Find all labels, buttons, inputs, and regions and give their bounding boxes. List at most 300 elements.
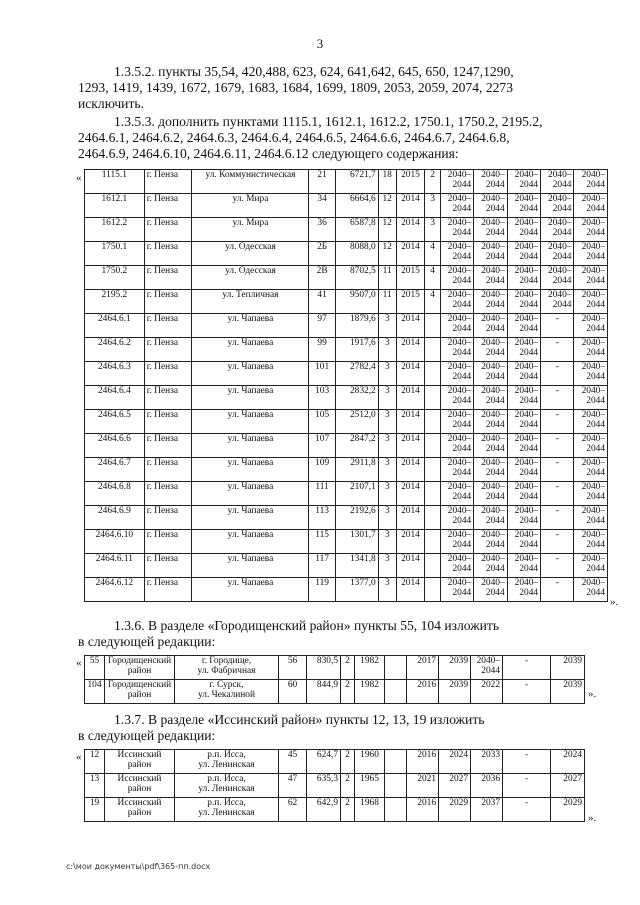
period-start: 2040– <box>514 410 539 420</box>
table-row <box>85 314 608 338</box>
cell-period <box>541 218 574 242</box>
cell-c1: 3 <box>378 506 396 530</box>
period-end: 2044 <box>485 516 505 526</box>
cell-c1: 3 <box>378 482 396 506</box>
period-dash: - <box>555 554 559 564</box>
cell-v5: 2024 <box>551 750 585 774</box>
cell-period <box>474 314 507 338</box>
cell-period <box>574 194 608 218</box>
cell-period <box>541 338 574 362</box>
cell-period <box>507 482 540 506</box>
address-line: р.п. Исса, <box>207 798 246 808</box>
cell-period <box>440 362 473 386</box>
cell-c2: 4 <box>425 266 441 290</box>
cell-period <box>541 434 574 458</box>
period-end: 2044 <box>485 540 505 550</box>
period-end: 2044 <box>519 516 539 526</box>
period-start: 2040– <box>481 290 505 300</box>
period-end: 2044 <box>452 252 472 262</box>
table-row <box>85 458 608 482</box>
quote-close-mark: ». <box>588 688 597 700</box>
table-row <box>85 774 585 798</box>
cell-period <box>474 218 507 242</box>
period-start: 2040– <box>447 530 472 540</box>
period-start: 2040– <box>447 338 472 348</box>
cell-c2: 4 <box>425 290 441 314</box>
cell-v1: 2016 <box>407 680 439 704</box>
table-row <box>85 578 608 602</box>
cell-c2 <box>425 386 441 410</box>
period-start: 2040– <box>481 482 505 492</box>
table-row <box>85 218 608 242</box>
cell-c1: 3 <box>378 410 396 434</box>
cell-period <box>440 242 473 266</box>
period-end: 2044 <box>586 564 605 574</box>
cell-v3 <box>471 750 503 774</box>
cell-period <box>474 242 507 266</box>
cell-street: ул. Чапаева <box>192 314 309 338</box>
cell-year: 2014 <box>396 554 425 578</box>
cell-period <box>541 266 574 290</box>
period-start: 2040– <box>581 458 605 468</box>
cell-num: 104 <box>85 680 105 704</box>
cell-period <box>574 218 608 242</box>
period-end: 2044 <box>586 420 605 430</box>
table-issinsky <box>84 749 585 822</box>
cell-period <box>541 554 574 578</box>
cell-v3 <box>471 798 503 822</box>
cell-street: ул. Мира <box>192 218 309 242</box>
cell-num: 2464.6.3 <box>85 362 145 386</box>
period-start: 2040– <box>514 170 539 180</box>
cell-v4: - <box>503 680 551 704</box>
cell-house: 97 <box>309 314 335 338</box>
cell-period <box>574 482 608 506</box>
period-end: 2044 <box>452 180 472 190</box>
table-row <box>85 750 585 774</box>
cell-year: 2014 <box>396 314 425 338</box>
cell-v1: 2016 <box>407 798 439 822</box>
cell-city: г. Пенза <box>144 410 192 434</box>
period-start: 2040– <box>447 578 472 588</box>
cell-house: 113 <box>309 506 335 530</box>
cell-address <box>175 774 279 798</box>
cell-period <box>507 530 540 554</box>
cell-c1: 3 <box>378 362 396 386</box>
period-start: 2040– <box>581 218 605 228</box>
cell-area: 2107,1 <box>335 482 378 506</box>
cell-v5: 2039 <box>551 680 585 704</box>
period-start: 2040– <box>514 530 539 540</box>
paragraph-line: 1.3.7. В разделе «Иссинский район» пункты 12, 13, 19 изложить <box>114 712 485 727</box>
cell-period <box>440 434 473 458</box>
cell-year: 2014 <box>396 362 425 386</box>
address-line: г. Сурск, <box>209 680 244 690</box>
cell-area: 635,3 <box>307 774 341 798</box>
cell-street: ул. Чапаева <box>192 434 309 458</box>
period-end: 2044 <box>552 300 572 310</box>
table-row <box>85 386 608 410</box>
cell-address <box>175 680 279 704</box>
cell-year: 2014 <box>396 194 425 218</box>
cell-house: 47 <box>279 774 307 798</box>
period-end: 2044 <box>586 540 605 550</box>
cell-period <box>541 482 574 506</box>
period-start: 2040– <box>514 338 539 348</box>
cell-v2: 2039 <box>439 656 471 680</box>
cell-city: г. Пенза <box>144 314 192 338</box>
cell-area: 1301,7 <box>335 530 378 554</box>
table-row <box>85 410 608 434</box>
paragraph-line: исключить. <box>78 95 144 111</box>
cell-period <box>474 362 507 386</box>
period-dash: - <box>555 410 559 420</box>
period-start: 2036 <box>481 774 500 784</box>
cell-area: 2782,4 <box>335 362 378 386</box>
period-dash: - <box>555 578 559 588</box>
period-start: 2040– <box>447 218 472 228</box>
address-line: ул. Ленинская <box>198 784 255 794</box>
rayon-line: Городищенский <box>107 680 172 690</box>
cell-period <box>507 242 540 266</box>
cell-house: 62 <box>279 798 307 822</box>
cell-c2 <box>425 482 441 506</box>
period-start: 2040– <box>548 266 572 276</box>
cell-c2 <box>425 434 441 458</box>
cell-year: 1968 <box>355 798 385 822</box>
quote-close-mark: ». <box>610 596 619 608</box>
cell-area: 6587,8 <box>335 218 378 242</box>
period-start: 2040– <box>514 194 539 204</box>
period-start: 2040– <box>447 458 472 468</box>
table-row <box>85 242 608 266</box>
cell-year: 1965 <box>355 774 385 798</box>
cell-period <box>574 338 608 362</box>
cell-address <box>175 798 279 822</box>
paragraph-line: в следующей редакции: <box>78 633 216 649</box>
cell-period <box>474 458 507 482</box>
period-start: 2040– <box>548 194 572 204</box>
cell-area: 9507,0 <box>335 290 378 314</box>
rayon-line: район <box>127 784 152 794</box>
period-dash: - <box>555 530 559 540</box>
cell-house: 45 <box>279 750 307 774</box>
address-line: ул. Ленинская <box>198 808 255 818</box>
cell-house: 115 <box>309 530 335 554</box>
cell-period <box>440 578 473 602</box>
cell-period <box>440 266 473 290</box>
period-end: 2044 <box>586 492 605 502</box>
cell-e <box>385 680 407 704</box>
cell-period <box>541 170 574 194</box>
cell-city: г. Пенза <box>144 362 192 386</box>
table-additions <box>84 169 608 602</box>
rayon-line: Иссинский <box>117 750 162 760</box>
cell-c2 <box>425 314 441 338</box>
period-end: 2044 <box>552 180 572 190</box>
cell-e <box>385 656 407 680</box>
period-start: 2040– <box>481 362 505 372</box>
address-line: ул. Ленинская <box>198 760 255 770</box>
period-start: 2040– <box>581 506 605 516</box>
period-dash: - <box>555 482 559 492</box>
cell-e <box>385 798 407 822</box>
cell-rayon <box>105 680 175 704</box>
period-start: 2040– <box>514 266 539 276</box>
period-start: 2040– <box>581 194 605 204</box>
period-start: 2040– <box>447 554 472 564</box>
period-start: 2040– <box>514 434 539 444</box>
cell-period <box>474 554 507 578</box>
period-start: 2040– <box>481 410 505 420</box>
period-start: 2040– <box>581 290 605 300</box>
cell-address <box>175 656 279 680</box>
cell-c2 <box>425 458 441 482</box>
cell-c1: 12 <box>378 242 396 266</box>
period-start: 2040– <box>481 338 505 348</box>
cell-year: 2014 <box>396 218 425 242</box>
period-end: 2044 <box>552 276 572 286</box>
period-end: 2044 <box>485 588 505 598</box>
cell-house: 34 <box>309 194 335 218</box>
cell-area: 6721,7 <box>335 170 378 194</box>
cell-area: 1341,8 <box>335 554 378 578</box>
cell-house: 56 <box>279 656 307 680</box>
cell-street: ул. Мира <box>192 194 309 218</box>
period-start: 2040– <box>447 386 472 396</box>
cell-v2: 2024 <box>439 750 471 774</box>
period-end: 2044 <box>485 228 505 238</box>
period-start: 2040– <box>548 290 572 300</box>
cell-house: 41 <box>309 290 335 314</box>
cell-house: 101 <box>309 362 335 386</box>
period-start: 2040– <box>481 242 505 252</box>
cell-period <box>474 386 507 410</box>
cell-v4: - <box>503 798 551 822</box>
period-end: 2044 <box>485 420 505 430</box>
cell-area: 8702,5 <box>335 266 378 290</box>
table-row <box>85 482 608 506</box>
period-end: 2044 <box>586 468 605 478</box>
cell-c1: 2 <box>341 798 355 822</box>
period-start: 2040– <box>447 314 472 324</box>
cell-period <box>574 290 608 314</box>
cell-c1: 2 <box>341 680 355 704</box>
cell-c1: 3 <box>378 314 396 338</box>
cell-c1: 2 <box>341 656 355 680</box>
cell-period <box>474 266 507 290</box>
address-line: р.п. Исса, <box>207 750 246 760</box>
cell-num: 2464.6.1 <box>85 314 145 338</box>
cell-period <box>440 194 473 218</box>
rayon-line: Городищенский <box>107 656 172 666</box>
period-start: 2040– <box>481 266 505 276</box>
cell-period <box>507 362 540 386</box>
cell-c1: 3 <box>378 578 396 602</box>
cell-street: ул. Чапаева <box>192 362 309 386</box>
table-row <box>85 680 585 704</box>
cell-area: 2911,8 <box>335 458 378 482</box>
cell-c2: 4 <box>425 242 441 266</box>
period-dash: - <box>555 314 559 324</box>
period-start: 2040– <box>514 242 539 252</box>
period-end: 2044 <box>452 444 472 454</box>
period-start: 2040– <box>481 218 505 228</box>
cell-v3 <box>471 680 503 704</box>
cell-street: ул. Чапаева <box>192 578 309 602</box>
period-dash: - <box>555 386 559 396</box>
period-end: 2044 <box>452 468 472 478</box>
cell-city: г. Пенза <box>144 386 192 410</box>
cell-period <box>541 530 574 554</box>
period-start: 2040– <box>514 506 539 516</box>
period-start: 2040– <box>447 506 472 516</box>
cell-c1: 3 <box>378 530 396 554</box>
period-start: 2040– <box>548 242 572 252</box>
cell-city: г. Пенза <box>144 578 192 602</box>
rayon-line: район <box>127 666 152 676</box>
cell-period <box>440 506 473 530</box>
period-start: 2040– <box>447 194 472 204</box>
cell-c2 <box>425 362 441 386</box>
period-start: 2040– <box>447 266 472 276</box>
address-line: ул. Чекалиной <box>198 690 255 700</box>
cell-year: 1982 <box>355 656 385 680</box>
cell-period <box>541 290 574 314</box>
cell-period <box>574 242 608 266</box>
cell-v2: 2027 <box>439 774 471 798</box>
period-end: 2044 <box>519 540 539 550</box>
period-start: 2040– <box>447 170 472 180</box>
table-row <box>85 194 608 218</box>
cell-e <box>385 774 407 798</box>
cell-period <box>574 554 608 578</box>
period-end: 2044 <box>586 372 605 382</box>
cell-year: 2014 <box>396 434 425 458</box>
period-dash: - <box>555 434 559 444</box>
table-gorodishchensky <box>84 655 585 704</box>
cell-num: 2464.6.8 <box>85 482 145 506</box>
cell-c2 <box>425 530 441 554</box>
quote-close-mark: ». <box>588 812 597 824</box>
cell-c1: 2 <box>341 750 355 774</box>
cell-period <box>474 338 507 362</box>
cell-city: г. Пенза <box>144 170 192 194</box>
table-row <box>85 798 585 822</box>
cell-v4: - <box>503 774 551 798</box>
cell-num: 2464.6.6 <box>85 434 145 458</box>
cell-year: 2014 <box>396 578 425 602</box>
cell-period <box>574 434 608 458</box>
cell-num: 2464.6.9 <box>85 506 145 530</box>
cell-period <box>474 506 507 530</box>
cell-c1: 3 <box>378 458 396 482</box>
period-end: 2044 <box>485 396 505 406</box>
period-start: 2040– <box>447 410 472 420</box>
period-start: 2040– <box>481 434 505 444</box>
cell-period <box>541 578 574 602</box>
cell-city: г. Пенза <box>144 290 192 314</box>
cell-period <box>507 410 540 434</box>
cell-num: 2464.6.5 <box>85 410 145 434</box>
period-end: 2044 <box>481 666 500 676</box>
cell-period <box>474 194 507 218</box>
cell-period <box>440 458 473 482</box>
cell-house: 119 <box>309 578 335 602</box>
cell-c2 <box>425 506 441 530</box>
cell-city: г. Пенза <box>144 434 192 458</box>
table-row <box>85 656 585 680</box>
cell-street: ул. Одесская <box>192 242 309 266</box>
cell-c1: 11 <box>378 266 396 290</box>
cell-period <box>574 386 608 410</box>
cell-num: 2195.2 <box>85 290 145 314</box>
cell-period <box>507 290 540 314</box>
cell-year: 2014 <box>396 410 425 434</box>
cell-v2: 2039 <box>439 680 471 704</box>
address-line: г. Городище, <box>201 656 252 666</box>
cell-period <box>507 506 540 530</box>
cell-city: г. Пенза <box>144 458 192 482</box>
period-start: 2040– <box>581 482 605 492</box>
cell-street: ул. Чапаева <box>192 338 309 362</box>
cell-area: 642,9 <box>307 798 341 822</box>
cell-period <box>541 194 574 218</box>
period-end: 2044 <box>586 228 605 238</box>
period-end: 2044 <box>519 348 539 358</box>
cell-num: 2464.6.7 <box>85 458 145 482</box>
period-start: 2040– <box>514 554 539 564</box>
cell-area: 2512,0 <box>335 410 378 434</box>
rayon-line: Иссинский <box>117 774 162 784</box>
period-end: 2044 <box>519 252 539 262</box>
period-end: 2044 <box>586 276 605 286</box>
cell-period <box>507 218 540 242</box>
cell-period <box>541 242 574 266</box>
cell-city: г. Пенза <box>144 194 192 218</box>
cell-period <box>440 218 473 242</box>
cell-c2: 3 <box>425 218 441 242</box>
cell-area: 8088,0 <box>335 242 378 266</box>
cell-period <box>440 410 473 434</box>
cell-num: 2464.6.12 <box>85 578 145 602</box>
cell-area: 2847,2 <box>335 434 378 458</box>
cell-c2 <box>425 578 441 602</box>
cell-period <box>541 410 574 434</box>
cell-period <box>440 482 473 506</box>
table-row <box>85 530 608 554</box>
period-end: 2044 <box>586 396 605 406</box>
cell-v5: 2039 <box>551 656 585 680</box>
cell-area: 6664,6 <box>335 194 378 218</box>
cell-num: 2464.6.4 <box>85 386 145 410</box>
table-row <box>85 266 608 290</box>
cell-c2: 2 <box>425 170 441 194</box>
cell-house: 111 <box>309 482 335 506</box>
cell-period <box>507 554 540 578</box>
cell-rayon <box>105 750 175 774</box>
cell-street: ул. Чапаева <box>192 386 309 410</box>
period-start: 2040– <box>581 530 605 540</box>
period-end: 2044 <box>586 444 605 454</box>
cell-area: 830,5 <box>307 656 341 680</box>
period-start: 2040– <box>581 554 605 564</box>
period-end: 2044 <box>452 372 472 382</box>
cell-period <box>507 266 540 290</box>
page-number: 3 <box>316 36 324 51</box>
period-end: 2044 <box>485 204 505 214</box>
cell-house: 60 <box>279 680 307 704</box>
